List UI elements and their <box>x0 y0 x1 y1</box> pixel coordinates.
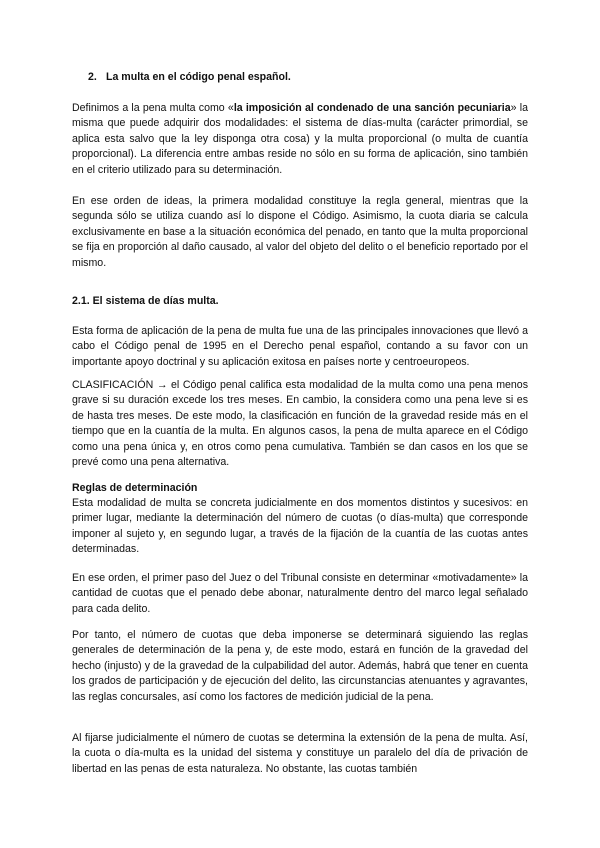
section-number: 2. <box>88 71 97 83</box>
definition-bold-text: la imposición al condenado de una sanción pecuniaria <box>233 102 511 114</box>
paragraph-definition-text-b: » la misma que puede adquirir dos modalidades: el sistema de días-multa (carácter primordial, se aplica esta salvo que la ley disponga otra cosa) y la multa proporcional (o multa de cuantía proporcional). La diferencia entre ambas reside no sólo en su forma de aplicación, sino también en el criterio utilizado para su determinación. <box>72 102 528 176</box>
section-title: La multa en el código penal español. <box>106 71 291 83</box>
paragraph-numero-cuotas: Por tanto, el número de cuotas que deba imponerse se determinará siguiendo las reglas generales de determinación de la pena y, de este modo, estará en función de la gravedad del hecho (injusto) y de la gravedad de la culpabilidad del autor. Además, habrá que tener en cuenta los grados de participación y de ejecución del delito, las circunstancias atenuantes y agravantes, las reglas concursales, así como los factores de medición judicial de la pena. <box>72 629 528 703</box>
paragraph-primer-paso: En ese orden, el primer paso del Juez o del Tribunal consiste en determinar «motivadamente» la cantidad de cuotas que el penado debe abonar, naturalmente dentro del marco legal señalado para cada delito. <box>72 572 528 615</box>
section-heading-2 <box>88 70 544 85</box>
subheading-reglas: Reglas de determinación <box>72 482 198 494</box>
paragraph-reglas: Esta modalidad de multa se concreta judicialmente en dos momentos distintos y sucesivos: en primer lugar, mediante la determinación del número de cuotas (o días-multa) que corresponde imponer al sujeto y, en segundo lugar, a través de la fijación de la cuantía de las cuotas antes determinadas. <box>72 497 528 556</box>
paragraph-definition <box>72 101 528 178</box>
section-heading-2-1: 2.1. El sistema de días multa. <box>72 295 219 307</box>
paragraph-innovation: Esta forma de aplicación de la pena de multa fue una de las principales innovaciones que llevó a cabo el Código penal de 1995 en el Derecho penal español, contando a su favor con un importante apoyo doctrinal y su aplicación exitosa en países norte y centroeuropeos. <box>72 325 528 368</box>
paragraph-modalities: En ese orden de ideas, la primera modalidad constituye la regla general, mientras que la segunda sólo se utiliza cuando así lo dispone el Código. Asimismo, la cuota diaria se calcula exclusivamente en base a la situación económica del penado, en tanto que la multa proporcional se fija en proporción al daño causado, al valor del objeto del delito o el beneficio reportado por el mismo. <box>72 195 528 269</box>
paragraph-definition-text-a: Definimos a la pena multa como « <box>72 102 234 114</box>
paragraph-extension: Al fijarse judicialmente el número de cuotas se determina la extensión de la pena de multa. Así, la cuota o día-multa es la unidad del sistema y constituye un paralelo del día de privación de libertad en las penas de esta naturaleza. No obstante, las cuotas también <box>72 732 528 775</box>
paragraph-clasificacion: CLASIFICACIÓN → el Código penal califica esta modalidad de la multa como una pena menos grave si su duración excede los tres meses. En cambio, la considera como una pena leve si es de hasta tres meses. De este modo, la clasificación en función de la gravedad reside más en el tiempo que en la cuantía de la multa. En algunos casos, la pena de multa aparece en el Código como una pena única y, en otros como pena cumulativa. También se dan casos en los que se prevé como una pena alternativa. <box>72 379 528 469</box>
